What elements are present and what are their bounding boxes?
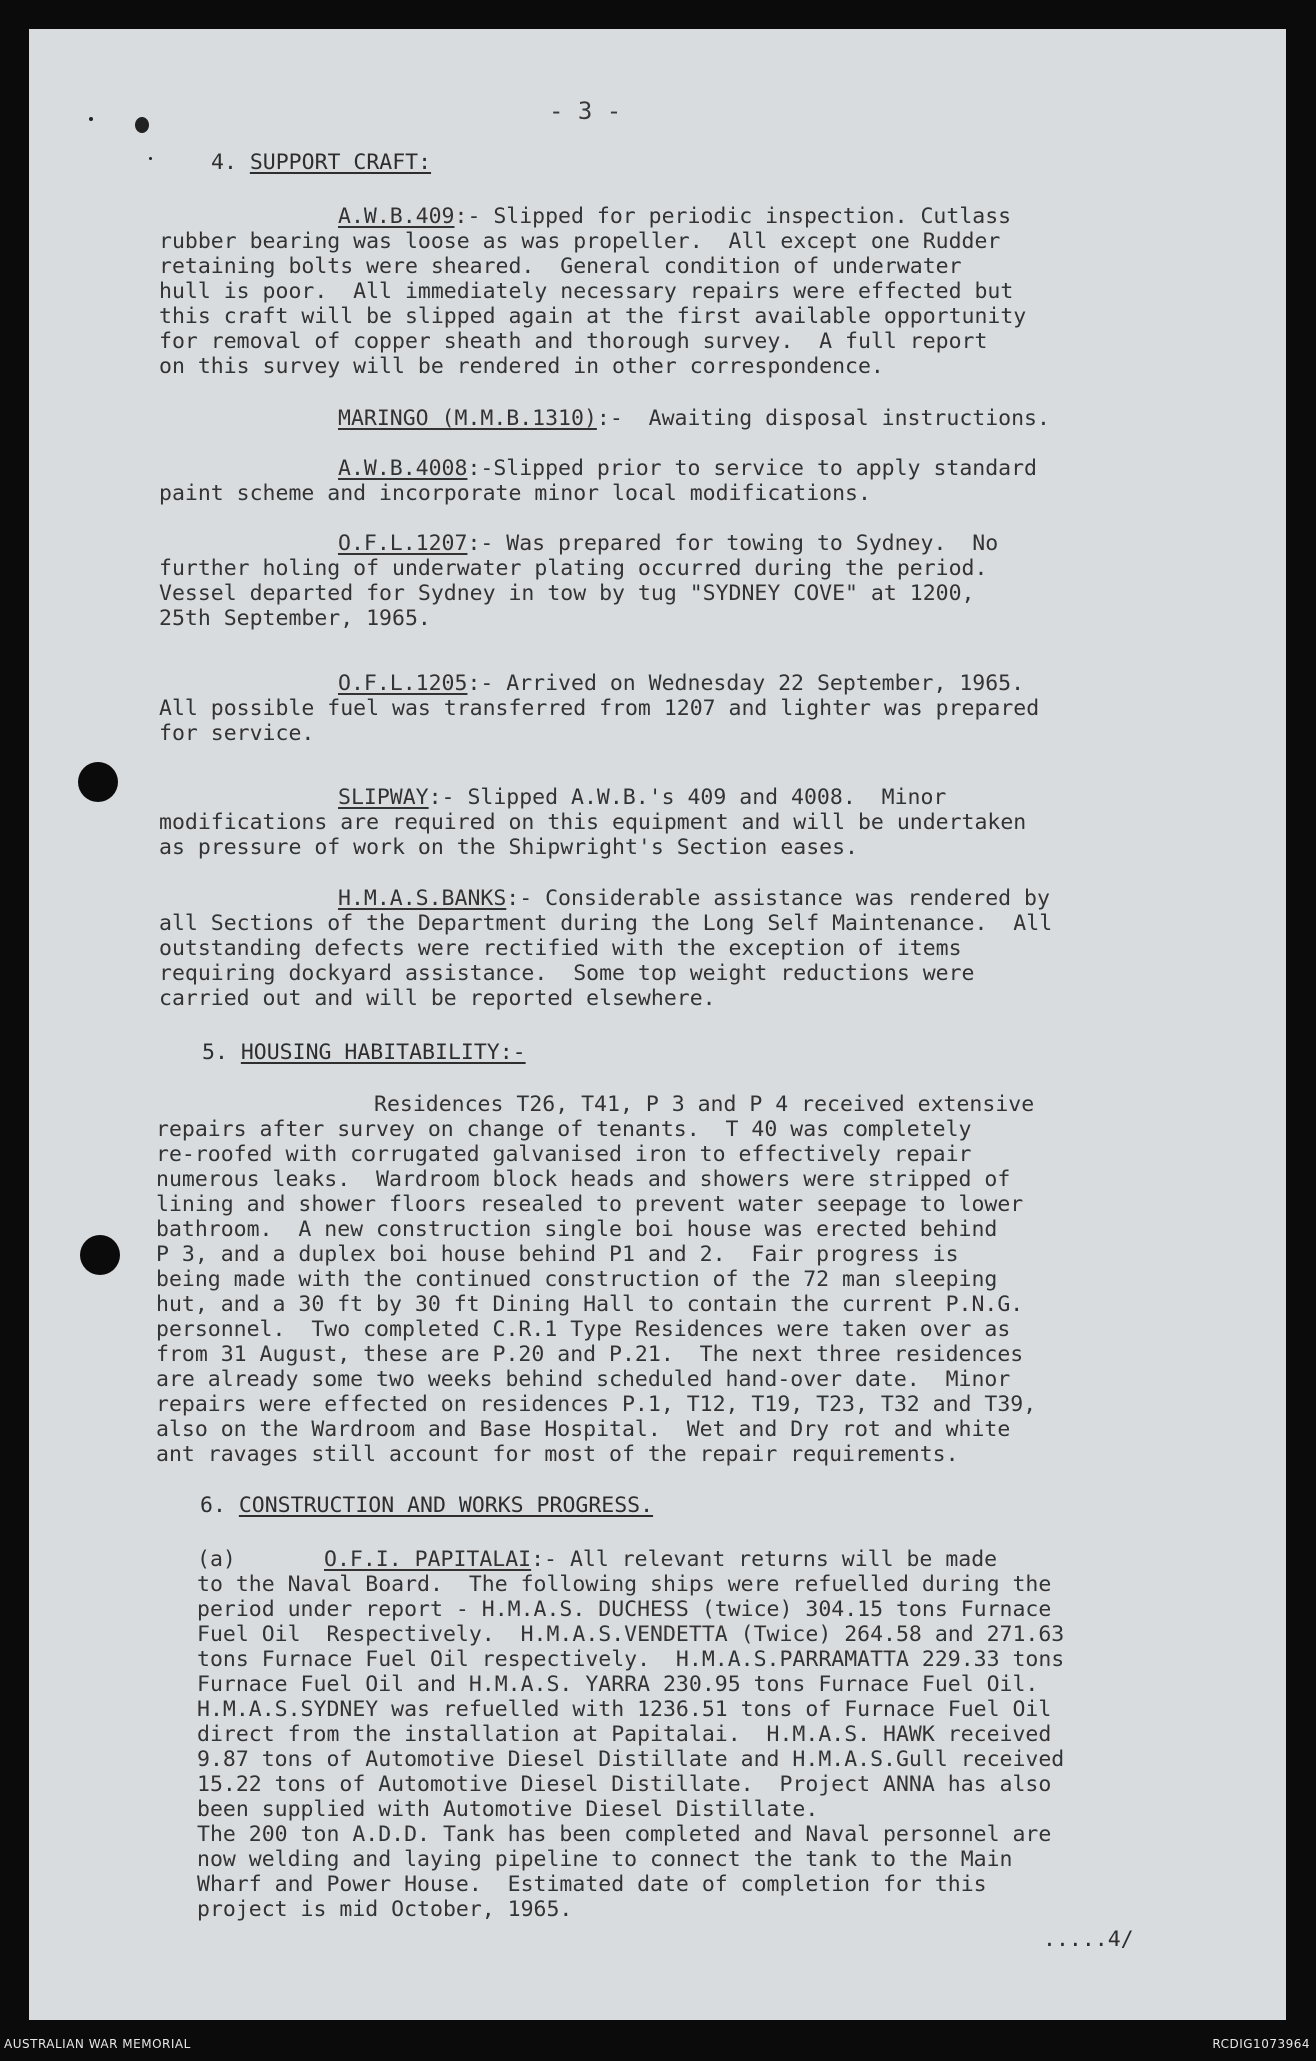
page-number: - 3 - (549, 97, 622, 125)
paragraph-ofi-papitalai-body: to the Naval Board. The following ships were refuelled during the period under report - H.M.A.S. DUCHESS (twice) 304.15 tons Furnace Fuel Oil Respectively. H.M.A.S.VENDETTA (Twice) 264.58 and 271.63 tons Furnace Fuel Oil respectively. H.M.A.S.PARRAMATTA 229.33 tons Furnace Fuel Oil and H.M.A.S. YARRA 230.95 tons Furnace Fuel Oil. H.M.A.S.SYDNEY was refuelled with 1236.51 tons of Furnace Fuel Oil direct from the installation at Papitalai. H.M.A.S. HAWK received 9.87 tons of Automotive Diesel Distillate and H.M.A.S.Gull received 15.22 tons of Automotive Diesel Distillate. Project ANNA has also been supplied with Automotive Diesel Distillate. The 200 ton A.D.D. Tank has been completed and Naval personnel are now welding and laying pipeline to connect the tank to the Main Wharf and Power House. Estimated date of completion for this project is mid October, 1965. (197, 1572, 1065, 1922)
item-label: SLIPWAY (338, 785, 429, 810)
item-label: A.W.B.409 (338, 204, 455, 229)
item-label: MARINGO (M.M.B.1310) (338, 406, 597, 431)
paper-mark (89, 117, 93, 121)
item-prefix: (a) (197, 1547, 236, 1572)
footer-credit: AUSTRALIAN WAR MEMORIAL (4, 2037, 191, 2051)
item-label: O.F.L.1205 (338, 671, 468, 696)
paper-mark (135, 117, 149, 133)
section-heading-housing-habitability: 5. HOUSING HABITABILITY:- (202, 1040, 526, 1065)
punch-hole-bottom (80, 1235, 120, 1275)
continuation-marker: .....4/ (1043, 1927, 1134, 1952)
paragraph-maringo: MARINGO (M.M.B.1310):- Awaiting disposal instructions. (338, 406, 1050, 431)
item-label: H.M.A.S.BANKS (338, 886, 507, 911)
paragraph-awb-4008: A.W.B.4008:-Slipped prior to service to apply standard paint scheme and incorporate minor local modifications. (159, 456, 1037, 506)
paper-mark (149, 157, 152, 160)
paragraph-slipway: SLIPWAY:- Slipped A.W.B.'s 409 and 4008. Minor modifications are required on this equipment and will be undertaken as pressure of work on the Shipwright's Section eases. (159, 785, 1027, 860)
document-page (29, 29, 1286, 2020)
item-label: O.F.I. PAPITALAI (324, 1547, 532, 1572)
section-heading-construction-works: 6. CONSTRUCTION AND WORKS PROGRESS. (200, 1493, 654, 1518)
paragraph-hmas-banks: H.M.A.S.BANKS:- Considerable assistance was rendered by all Sections of the Department during the Long Self Maintenance. All outstanding defects were rectified with the exception of items requiring dockyard assistance. Some top weight reductions were carried out and will be reported elsewhere. (159, 886, 1053, 1011)
paragraph-ofi-papitalai: (a) O.F.I. PAPITALAI:- All relevant returns will be made (197, 1547, 998, 1572)
item-label: O.F.L.1207 (338, 531, 468, 556)
paragraph-awb-409: A.W.B.409:- Slipped for periodic inspection. Cutlass rubber bearing was loose as was propeller. All except one Rudder retaining bolts were sheared. General condition of underwater hull is poor. All immediately necessary repairs were effected but this craft will be slipped again at the first available opportunity for removal of copper sheath and thorough survey. A full report on this survey will be rendered in other correspondence. (159, 204, 1027, 379)
punch-hole-top (78, 762, 118, 802)
paragraph-ofl-1205: O.F.L.1205:- Arrived on Wednesday 22 September, 1965. All possible fuel was transferred from 1207 and lighter was prepared for service. (159, 671, 1040, 746)
section-heading-support-craft: 4. SUPPORT CRAFT: (211, 150, 432, 175)
paragraph-housing: Residences T26, T41, P 3 and P 4 received extensive repairs after survey on change of tenants. T 40 was completely re-roofed with corrugated galvanised iron to effectively repair numerous leaks. Wardroom block heads and showers were stripped of lining and shower floors resealed to prevent water seepage to lower bathroom. A new construction single boi house was erected behind P 3, and a duplex boi house behind P1 and 2. Fair progress is being made with the continued construction of the 72 man sleeping hut, and a 30 ft by 30 ft Dining Hall to contain the current P.N.G. personnel. Two completed C.R.1 Type Residences were taken over as from 31 August, these are P.20 and P.21. The next three residences are already some two weeks behind scheduled hand-over date. Minor repairs were effected on residences P.1, T12, T19, T23, T32 and T39, also on the Wardroom and Base Hospital. Wet and Dry rot and white ant ravages still account for most of the repair requirements. (156, 1092, 1037, 1467)
footer-reference-id: RCDIG1073964 (1212, 2037, 1310, 2051)
item-label: A.W.B.4008 (338, 456, 468, 481)
paragraph-ofl-1207: O.F.L.1207:- Was prepared for towing to Sydney. No further holing of underwater plating occurred during the period. Vessel departed for Sydney in tow by tug "SYDNEY COVE" at 1200, 25th September, 1965. (159, 531, 999, 631)
